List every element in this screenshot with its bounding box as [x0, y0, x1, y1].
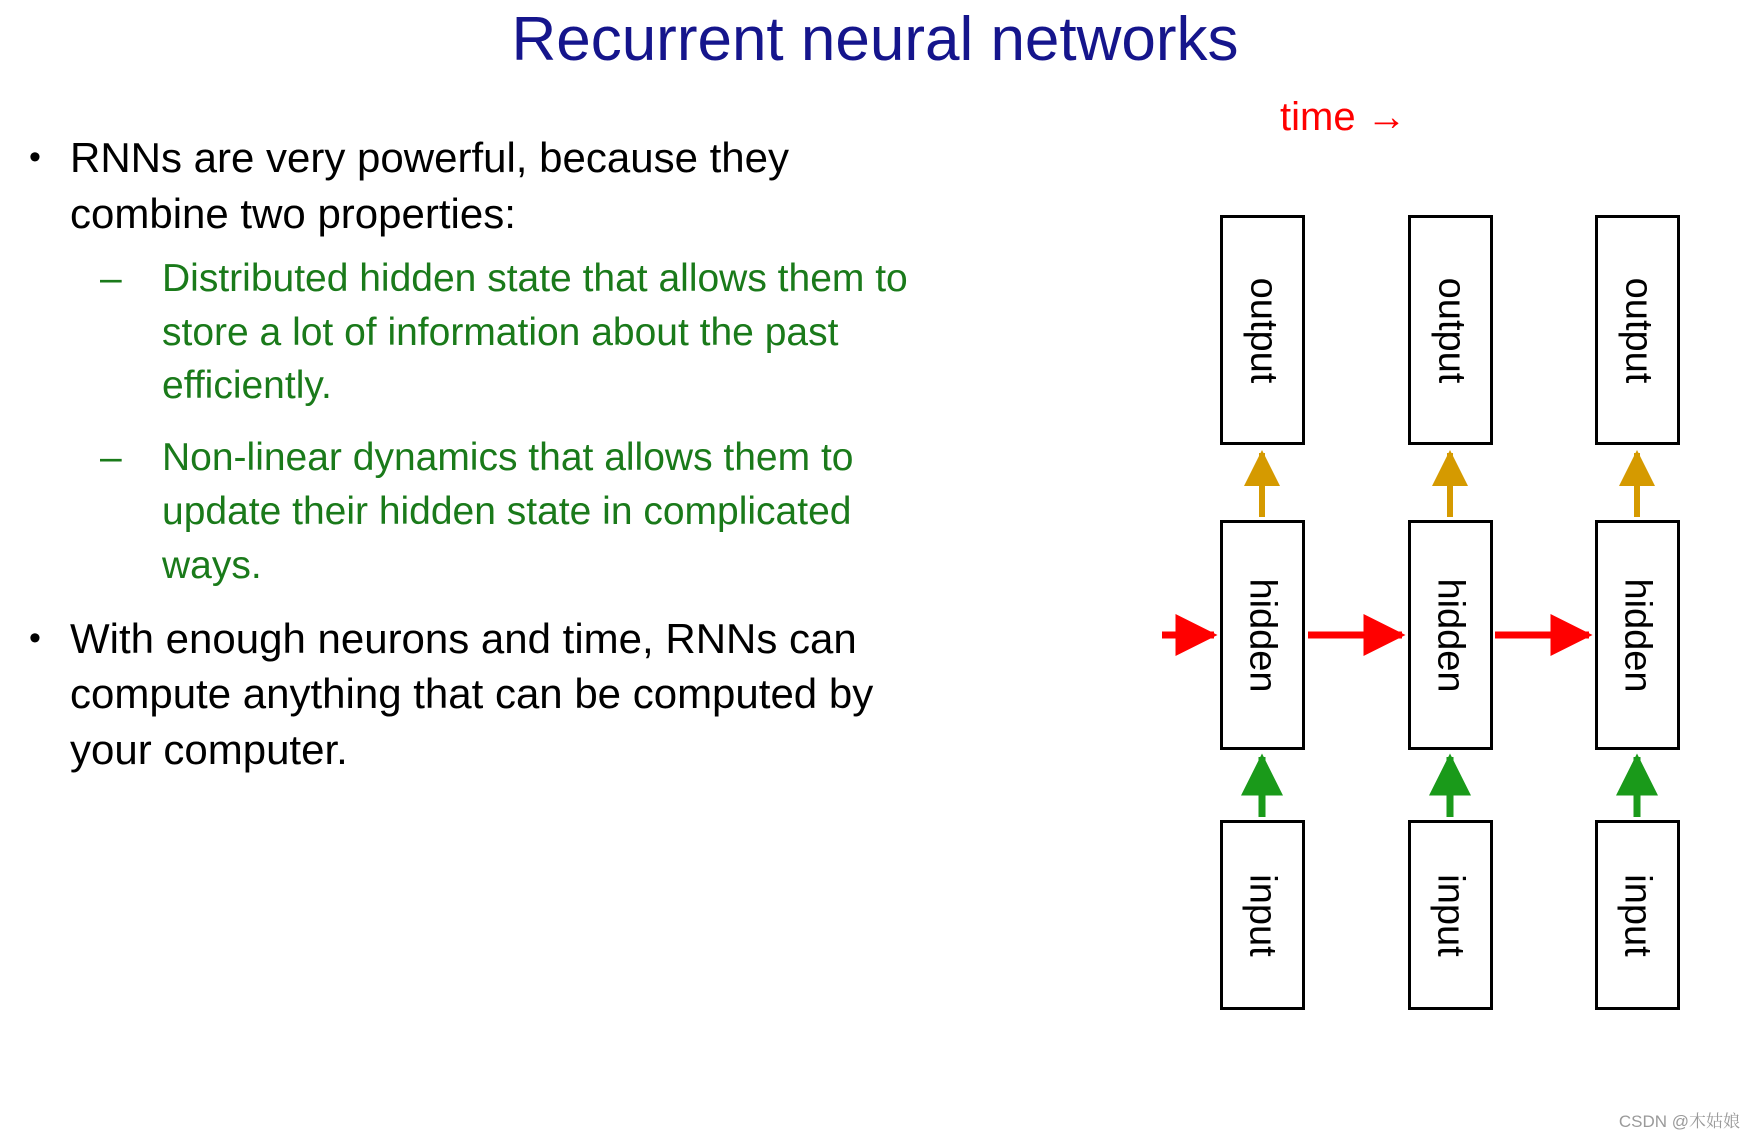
input-node — [1408, 820, 1493, 1010]
input-node — [1220, 820, 1305, 1010]
list-item — [0, 130, 1030, 242]
input-node — [1595, 820, 1680, 1010]
list-item — [0, 611, 1030, 779]
bullet-marker: • — [29, 618, 41, 657]
sub-bullet-list — [0, 252, 1030, 593]
hidden-node — [1220, 520, 1305, 750]
output-node — [1595, 215, 1680, 445]
bullet-marker: • — [29, 138, 41, 176]
sub-bullet-marker: – — [100, 436, 122, 480]
watermark: CSDN @木姑娘 — [1618, 1112, 1740, 1131]
time-axis-label: time → — [1280, 95, 1407, 139]
input-node-label: input — [1430, 873, 1472, 957]
sub-bullet-marker: – — [100, 256, 122, 300]
hidden-node — [1595, 520, 1680, 750]
output-node — [1220, 215, 1305, 445]
input-node-label: input — [1242, 873, 1284, 957]
page-title: Recurrent neural networks — [511, 5, 1239, 74]
bullet-text: With enough neurons and time, RNNs can compute anything that can be computed by your computer. — [70, 614, 874, 774]
hidden-node — [1408, 520, 1493, 750]
hidden-node-label: hidden — [1242, 577, 1284, 693]
rnn-unrolled-diagram — [1180, 95, 1740, 1115]
bullet-text: RNNs are very powerful, because they combine two properties: — [70, 134, 789, 237]
hidden-node-label: hidden — [1430, 577, 1472, 693]
output-node-label: output — [1242, 277, 1284, 383]
hidden-node-label: hidden — [1617, 577, 1659, 693]
output-node-label: output — [1430, 277, 1472, 383]
output-node — [1408, 215, 1493, 445]
bullet-list — [0, 130, 1030, 786]
list-item — [0, 431, 1030, 592]
list-item — [0, 252, 1030, 413]
sub-bullet-text: Distributed hidden state that allows them to store a lot of information about the past efficiently. — [162, 256, 908, 408]
output-node-label: output — [1617, 277, 1659, 383]
sub-bullet-text: Non-linear dynamics that allows them to update their hidden state in complicated ways. — [162, 436, 854, 587]
input-node-label: input — [1617, 873, 1659, 957]
